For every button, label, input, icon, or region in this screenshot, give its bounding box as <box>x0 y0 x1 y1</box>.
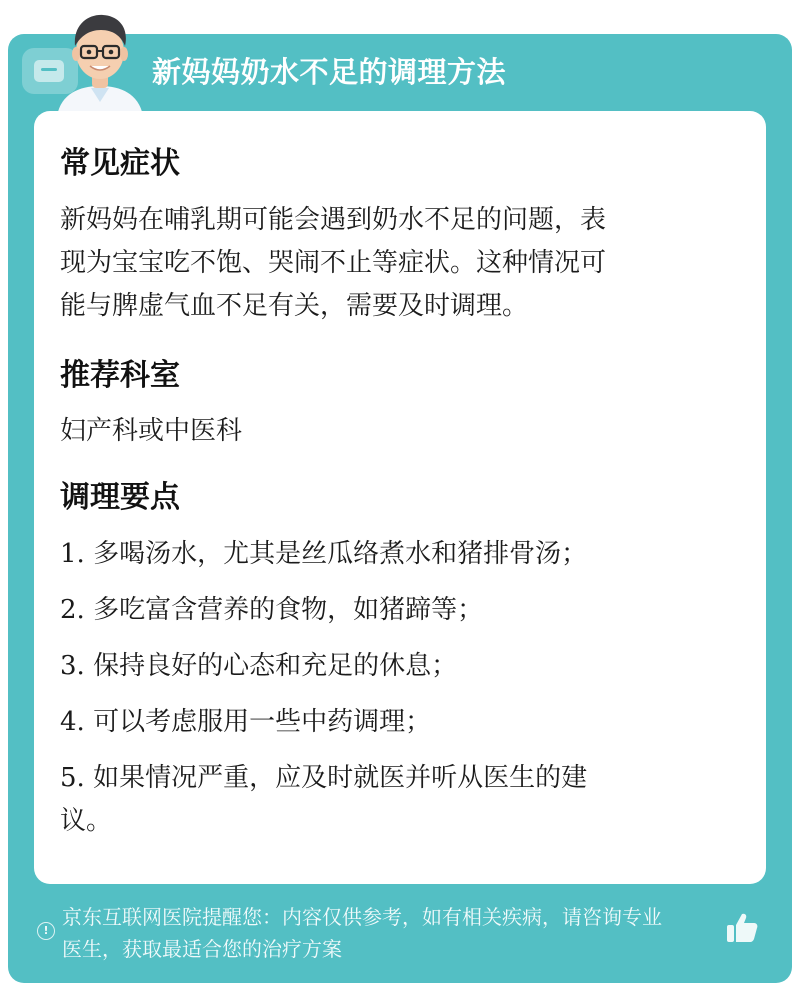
info-icon: ! <box>37 922 55 940</box>
list-item <box>60 701 732 744</box>
list-item <box>60 589 732 632</box>
footer-line-1: 京东互联网医院提醒您：内容仅供参考，如有相关疾病，请咨询专业 <box>62 905 662 929</box>
list-item-continuation: 议。 <box>60 806 113 836</box>
list-item <box>60 757 732 800</box>
list-number: 4. <box>60 707 85 737</box>
symptoms-line-2: 现为宝宝吃不饱、哭闹不止等症状。这种情况可 <box>60 248 607 278</box>
symptoms-line-1: 新妈妈在哺乳期可能会遇到奶水不足的问题，表 <box>60 205 607 235</box>
list-text: 保持良好的心态和充足的休息； <box>84 651 458 681</box>
list-text: 如果情况严重，应及时就医并听从医生的建 <box>84 763 588 793</box>
section-title-department: 推荐科室 <box>60 358 180 393</box>
list-item <box>60 533 732 576</box>
section-title-tips: 调理要点 <box>60 480 180 515</box>
footer-line-2: 医生，获取最适合您的治疗方案 <box>62 937 342 961</box>
list-number: 2. <box>60 595 85 625</box>
footer-disclaimer <box>62 901 722 965</box>
list-number: 1. <box>60 539 85 569</box>
symptoms-line-3: 能与脾虚气血不足有关，需要及时调理。 <box>60 291 529 321</box>
list-text: 多吃富含营养的食物，如猪蹄等； <box>84 595 484 625</box>
doctor-avatar <box>45 6 155 116</box>
list-item <box>60 645 732 688</box>
list-text: 可以考虑服用一些中药调理； <box>84 707 432 737</box>
thumbs-up-icon[interactable] <box>722 908 762 948</box>
list-text: 多喝汤水，尤其是丝瓜络煮水和猪排骨汤； <box>84 539 588 569</box>
list-number: 3. <box>60 651 85 681</box>
list-number: 5. <box>60 763 85 793</box>
page-title: 新妈妈奶水不足的调理方法 <box>152 55 507 89</box>
section-title-symptoms: 常见症状 <box>60 146 180 181</box>
department-text: 妇产科或中医科 <box>60 416 243 446</box>
